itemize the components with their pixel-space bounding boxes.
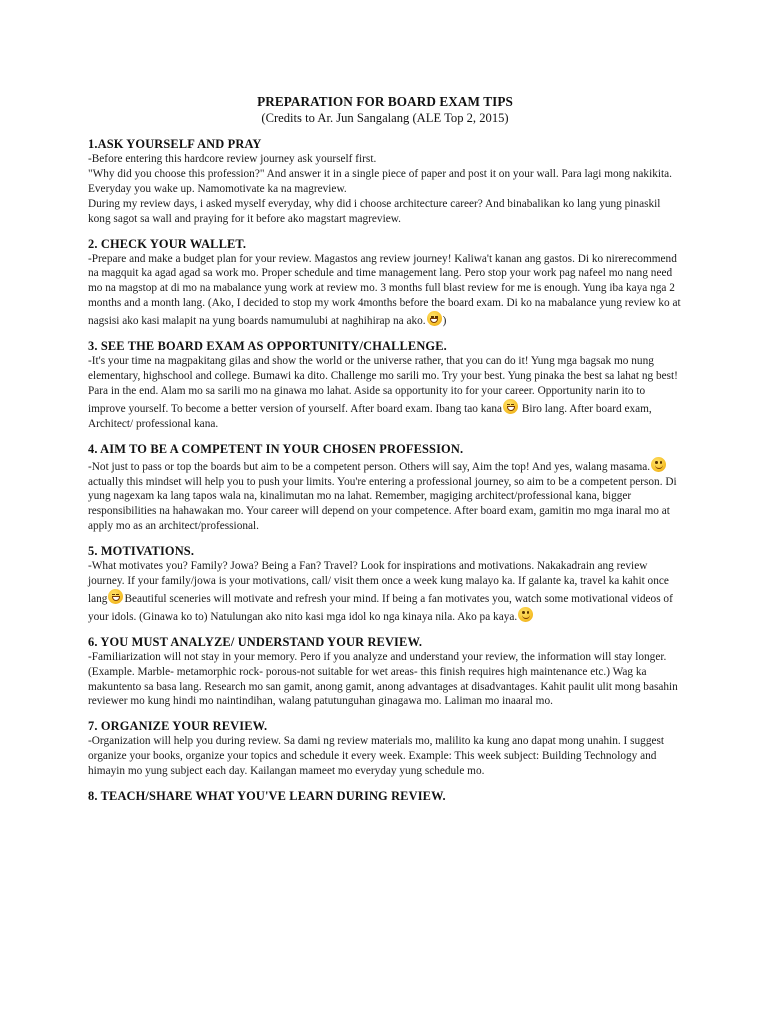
smiling-emoji-icon (651, 457, 666, 472)
document-credits: (Credits to Ar. Jun Sangalang (ALE Top 2, 2015) (261, 111, 509, 125)
section-7 (88, 718, 682, 779)
section-1-body (88, 152, 682, 227)
section-8 (88, 788, 682, 804)
section-3 (88, 338, 682, 432)
section-7-body (88, 734, 682, 779)
section-3-heading: 3. SEE THE BOARD EXAM AS OPPORTUNITY/CHALLENGE. (88, 339, 447, 354)
section-6-paragraph-1: -Familiarization will not stay in your memory. Pero if you analyze and understand your review, the information will stay longer. (Example. Marble- metamorphic rock- porous-not suitable for wet areas- this finish requires high maintenance etc.) Wag ka makuntento sa basa lang. Research mo san gamit, anong gamit, anong advantages at disadvantages. Kahit paulit ulit mong basahin reviewer mo kung hindi mo naintindihan, walang patutunguhan ginagawa mo. Laliman mo inaaral mo. (88, 650, 678, 708)
section-7-paragraph-1: -Organization will help you during review. Sa dami ng review materials mo, malilito ka kung ano dapat mong unahin. I suggest organize your books, organize your topics and schedule it every week. Example: This week subject: Building Technology and himayin mo yung subject each day. Kailangan mameet mo everyday yung schedule mo. (88, 735, 665, 778)
section-5-body (88, 559, 682, 625)
section-5 (88, 543, 682, 625)
section-3-text-end: Biro lang. After board exam, Architect/ professional kana. (88, 402, 652, 430)
section-4-body (88, 457, 682, 535)
laughing-emoji-icon (108, 589, 123, 604)
section-5-text-mid: Beautiful sceneries will motivate and refresh your mind. If being a fan motivates you, watch some motivational videos of your idols. (Ginawa ko to) Natulungan ako nito kasi mga idol ko nga kinaya nila. Ako pa kaya. (88, 592, 673, 623)
section-7-heading: 7. ORGANIZE YOUR REVIEW. (88, 719, 268, 734)
section-3-text: -It's your time na magpakitang gilas and show the world or the universe rather, that you can do it! Yung mga bagsak mo nung elementary, highschool and college. Bumawi ka dito. Challenge mo sarili mo. Try your best. Yung pinaka the best sa lahat ng best! Para in the end. Alam mo sa sarili mo na ginawa mo lahat. Aside sa opportunity ito for your career. Opportunity narin ito to improve yourself. To become a better version of yourself. After board exam. Ibang tao kana (88, 355, 678, 415)
section-3-paragraph-1 (88, 354, 682, 432)
section-1-paragraph-1: -Before entering this hardcore review journey ask yourself first. (88, 153, 377, 165)
section-6 (88, 634, 682, 710)
section-4-text: -Not just to pass or top the boards but aim to be a competent person. Others will say, Aim the top! And yes, walang masama. (88, 460, 651, 473)
section-5-text: -What motivates you? Family? Jowa? Being a Fan? Travel? Look for inspirations and motivations. Nakakadrain ang review journey. If your family/jowa is your motivations, call/ visit them once a week kung malayo ka. If galante ka, travel ka kahit once lang (88, 560, 669, 605)
smiling-emoji-icon (518, 607, 533, 622)
section-4-text-end: actually this mindset will help you to push your limits. You're entering a professional journey, so aim to be a competent person. Di yung nagexam ka lang tapos wala na, kinalimutan mo na lahat. Remember, magiging architect/professional kana, bigger responsibilities na hahawakan mo. Your career will depend on your competence. After board exam, gamitin mo mga inaral mo at apply mo as an architect/professional. (88, 475, 677, 533)
section-3-body (88, 354, 682, 432)
section-4-heading: 4. AIM TO BE A COMPETENT IN YOUR CHOSEN PROFESSION. (88, 441, 464, 456)
section-8-heading: 8. TEACH/SHARE WHAT YOU'VE LEARN DURING REVIEW. (88, 789, 446, 804)
section-5-heading: 5. MOTIVATIONS. (88, 544, 195, 559)
section-2-body (88, 252, 682, 330)
section-5-paragraph-1 (88, 559, 682, 625)
section-1-heading: 1.ASK YOURSELF AND PRAY (88, 137, 262, 151)
section-6-heading: 6. YOU MUST ANALYZE/ UNDERSTAND YOUR REVIEW. (88, 634, 423, 649)
section-2 (88, 236, 682, 330)
laughing-emoji-icon (427, 311, 442, 326)
section-1-paragraph-2: "Why did you choose this profession?" And answer it in a single piece of paper and post it on your wall. Para lagi mong nakikita. Everyday you wake up. Namomotivate ka na magreview. (88, 167, 672, 195)
section-1 (88, 136, 682, 227)
section-1-paragraph-3: During my review days, i asked myself everyday, why did i choose architecture career? And binabalikan ko lang yung pinaskil kong sagot sa wall and praying for it before ako magstart magreview. (88, 197, 661, 225)
document-title: PREPARATION FOR BOARD EXAM TIPS (257, 94, 513, 109)
section-4-paragraph-1 (88, 457, 682, 535)
section-2-text: -Prepare and make a budget plan for your review. Magastos ang review journey! Kaliwa't kanan ang gastos. Di ko nirerecommend na magquit ka agad agad sa work mo. Proper schedule and time management lang. Pero stop your work pag nafeel mo nang need mo na magstop at di mo na mabalance yung work at review mo. 3 months full blast review for me is enough. Yung iba kaya nga 2 months and a month lang. (Ako, I decided to stop my work 4months before the board exam. Di ko na mabalance yung review ko at nagsisi ako kasi malapit na yung boards namumulubi at naghihirap na ako. (88, 252, 681, 328)
laughing-emoji-icon (503, 399, 518, 414)
section-2-text-end: ) (442, 315, 447, 328)
section-2-paragraph-1 (88, 252, 682, 330)
section-6-body (88, 650, 682, 710)
section-2-heading: 2. CHECK YOUR WALLET. (88, 236, 247, 251)
section-4 (88, 441, 682, 535)
